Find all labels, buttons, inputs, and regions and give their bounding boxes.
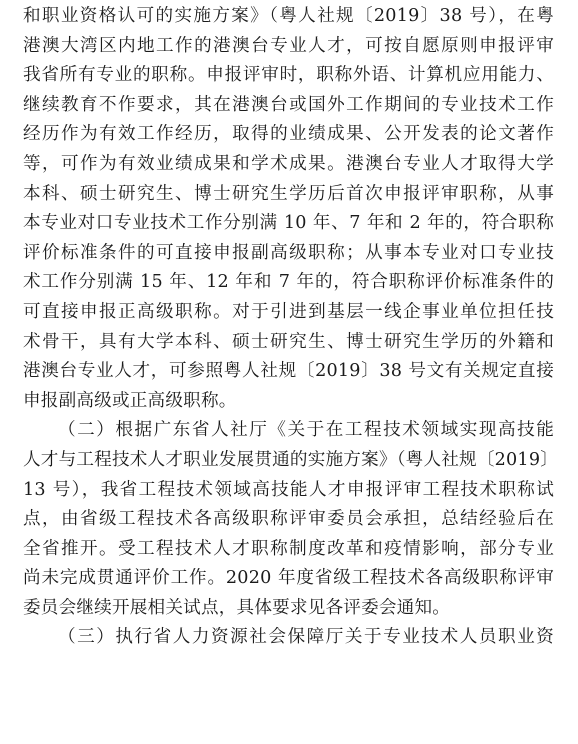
section-heading-line: （三）执行省人力资源社会保障厅关于专业技术人员职业资 (58, 627, 554, 648)
text-line: 本专业对口专业技术工作分别满 10 年、7 年和 2 年的，符合职称 (23, 213, 554, 234)
text-line: 人才与工程技术人才职业发展贯通的实施方案》（粤人社规〔2019〕 (23, 449, 559, 470)
text-line: 13 号），我省工程技术领域高技能人才申报评审工程技术职称试 (23, 479, 554, 500)
text-line: 和职业资格认可的实施方案》（粤人社规〔2019〕38 号），在粤 (23, 6, 554, 26)
text-line: 本科、硕士研究生、博士研究生学历后首次申报评审职称，从事 (23, 183, 554, 204)
text-line: 点，由省级工程技术各高级职称评审委员会承担，总结经验后在 (23, 509, 554, 530)
text-line: 港澳台专业人才，可参照粤人社规〔2019〕38 号文有关规定直接 (23, 361, 554, 382)
text-line: 尚未完成贯通评价工作。2020 年度省级工程技术各高级职称评审 (23, 568, 554, 589)
paragraph-end-line: 申报副高级或正高级职称。 (23, 390, 237, 411)
section-heading-line: （二）根据广东省人社厅《关于在工程技术领域实现高技能 (58, 420, 554, 441)
text-line: 我省所有专业的职称。申报评审时，职称外语、计算机应用能力、 (23, 65, 554, 86)
paragraph-end-line: 委员会继续开展相关试点，具体要求见各评委会通知。 (23, 597, 451, 618)
text-line: 术工作分别满 15 年、12 年和 7 年的，符合职称评价标准条件的 (23, 272, 554, 293)
text-line: 评价标准条件的可直接申报副高级职称；从事本专业对口专业技 (23, 242, 554, 263)
text-line: 等，可作为有效业绩成果和学术成果。港澳台专业人才取得大学 (23, 153, 554, 174)
text-line: 港澳大湾区内地工作的港澳台专业人才，可按自愿原则申报评审 (23, 35, 554, 56)
text-line: 全省推开。受工程技术人才职称制度改革和疫情影响，部分专业 (23, 538, 554, 559)
text-line: 继续教育不作要求，其在港澳台或国外工作期间的专业技术工作 (23, 94, 554, 115)
text-line: 术骨干，具有大学本科、硕士研究生、博士研究生学历的外籍和 (23, 331, 554, 352)
text-line: 经历作为有效工作经历，取得的业绩成果、公开发表的论文著作 (23, 124, 554, 145)
text-line: 可直接申报正高级职称。对于引进到基层一线企事业单位担任技 (23, 301, 554, 322)
